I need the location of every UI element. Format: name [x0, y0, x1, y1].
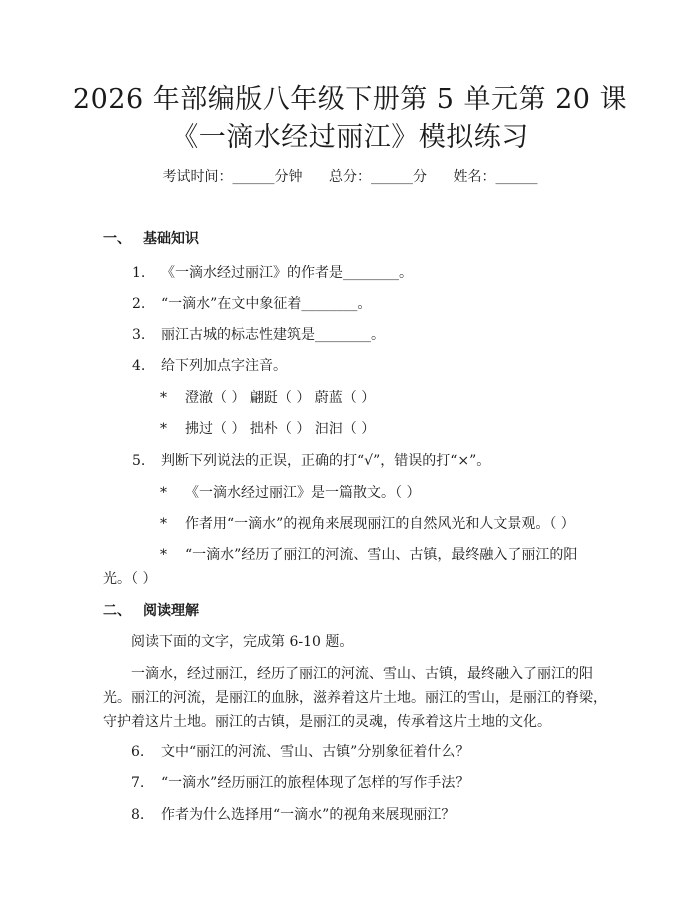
question-text: 判断下列说法的正误，正确的打“√”，错误的打“×”。 — [161, 453, 491, 469]
item-text: 拂过（ ） 拙朴（ ） 汩汩（ ） — [185, 421, 376, 437]
question-number: 7. — [131, 775, 145, 791]
section2-title: 阅读理解 — [143, 603, 199, 619]
passage-line-3: 守护着这片土地。丽江的古镇，是丽江的灵魂，传承着这片土地的文化。 — [103, 714, 551, 730]
section1-title: 基础知识 — [143, 231, 199, 247]
exam-info-row — [0, 167, 700, 187]
question-2 — [132, 294, 372, 314]
item-text: 作者用“一滴水”的视角来展现丽江的自然风光和人文景观。（ ） — [185, 516, 575, 532]
question-number: 1. — [132, 265, 146, 281]
question-text: 丽江古城的标志性建筑是________。 — [161, 327, 385, 343]
question-number: 6. — [131, 744, 145, 760]
section1-number: 一、 — [103, 231, 131, 247]
bullet: * — [160, 547, 167, 563]
question-3 — [132, 325, 385, 345]
question-number: 8. — [131, 807, 145, 823]
bullet: * — [160, 516, 167, 532]
question-4 — [132, 356, 287, 376]
reading-intro: 阅读下面的文字，完成第 6-10 题。 — [131, 634, 354, 650]
question-1 — [132, 263, 413, 283]
exam-time-field: 考试时间：______分钟 — [162, 169, 303, 185]
bullet: * — [160, 390, 167, 406]
item-text: “一滴水”经历了丽江的河流、雪山、古镇，最终融入了丽江的阳 — [185, 547, 578, 563]
passage-line-1: 一滴水，经过丽江，经历了丽江的河流、雪山、古镇，最终融入了丽江的阳 — [131, 666, 593, 682]
exam-title-line1: 2026 年部编版八年级下册第 5 单元第 20 课 — [72, 84, 628, 115]
bullet: * — [160, 421, 167, 437]
student-name-field: 姓名：______ — [453, 169, 538, 185]
question-text: 给下列加点字注音。 — [161, 358, 287, 374]
question-text: “一滴水”经历丽江的旅程体现了怎样的写作手法？ — [161, 775, 470, 791]
exam-title-line2: 《一滴水经过丽江》模拟练习 — [171, 122, 529, 153]
question-5-item-a — [160, 483, 421, 503]
question-number: 3. — [132, 327, 146, 343]
question-text: 作者为什么选择用“一滴水”的视角来展现丽江？ — [161, 807, 456, 823]
question-5-item-c — [160, 545, 578, 565]
section1-heading — [103, 229, 199, 249]
total-score-field: 总分：______分 — [329, 169, 427, 185]
question-4-item-b — [160, 419, 376, 439]
question-number: 2. — [132, 296, 146, 312]
question-6 — [131, 742, 470, 762]
question-number: 4. — [132, 358, 146, 374]
item-text: 澄澈（ ） 翩跹（ ） 蔚蓝（ ） — [185, 390, 376, 406]
question-8 — [131, 805, 456, 825]
question-5-item-b — [160, 514, 575, 534]
item-text: 《一滴水经过丽江》是一篇散文。（ ） — [185, 485, 421, 501]
question-text: 文中“丽江的河流、雪山、古镇”分别象征着什么？ — [161, 744, 470, 760]
passage-line-2: 光。丽江的河流，是丽江的血脉，滋养着这片土地。丽江的雪山，是丽江的脊梁， — [103, 690, 607, 706]
question-text: “一滴水”在文中象征着________。 — [161, 296, 372, 312]
question-number: 5. — [132, 453, 146, 469]
bullet: * — [160, 485, 167, 501]
question-7 — [131, 773, 470, 793]
question-5-item-c-continued: 光。（ ） — [103, 571, 157, 587]
question-4-item-a — [160, 388, 376, 408]
question-text: 《一滴水经过丽江》的作者是________。 — [161, 265, 413, 281]
question-5 — [132, 451, 491, 471]
section2-heading — [103, 601, 199, 621]
section2-number: 二、 — [103, 603, 131, 619]
